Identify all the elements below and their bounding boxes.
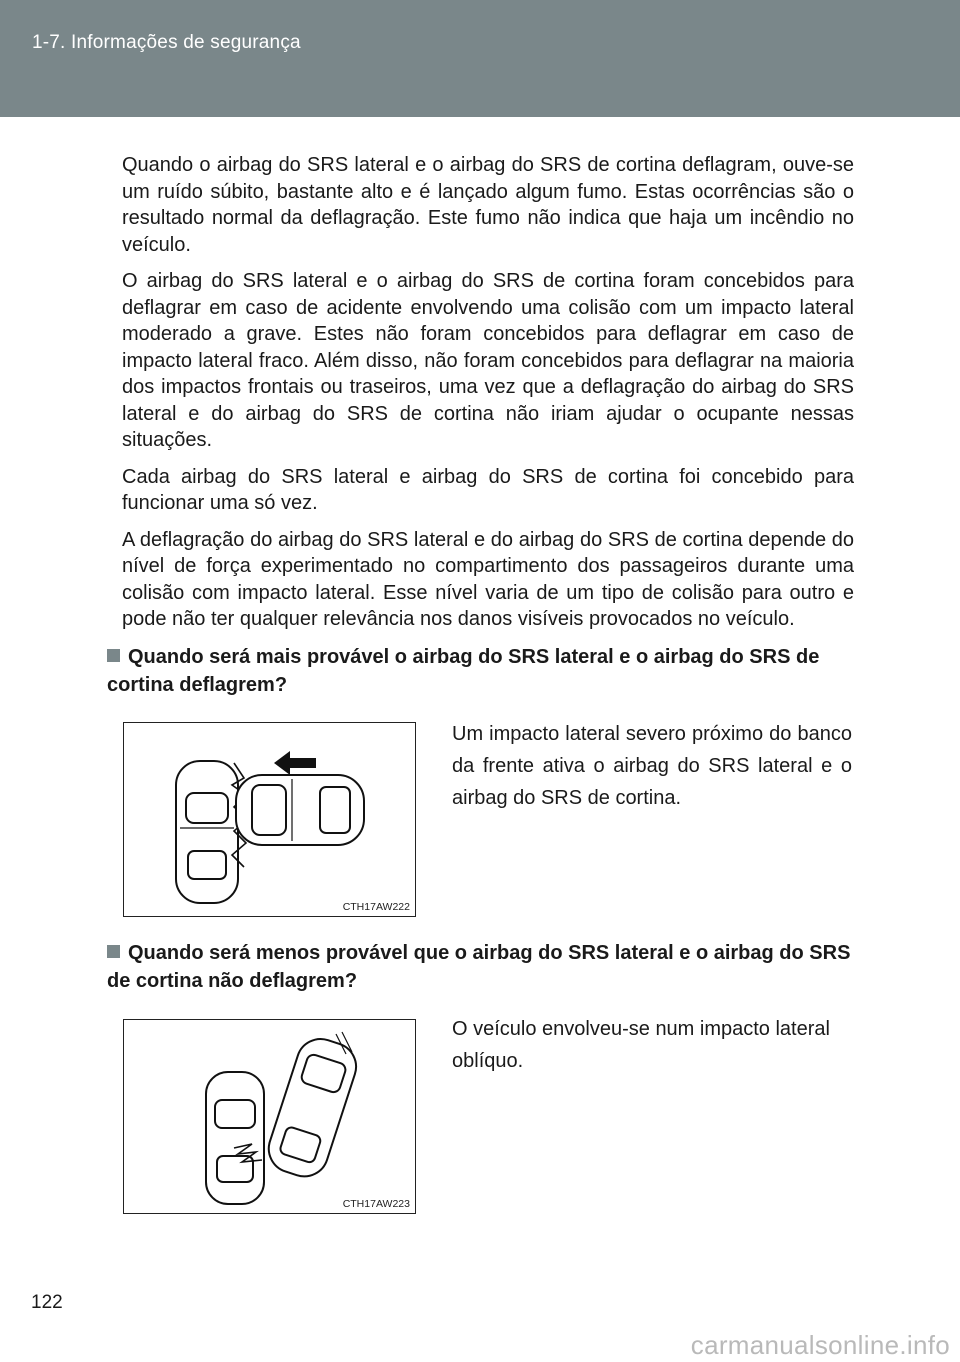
square-bullet-icon	[107, 649, 120, 662]
header-band	[0, 0, 960, 117]
section-heading-1: Quando será mais provável o airbag do SRS lateral e o airbag do SRS de cortina deflagrem?	[107, 646, 820, 696]
section-heading-2: Quando será menos provável que o airbag do SRS lateral e o airbag do SRS de cortina não deflagrem?	[107, 942, 851, 992]
body-text	[122, 152, 854, 643]
paragraph: A deflagração do airbag do SRS lateral e do airbag do SRS de cortina depende do nível de força experimentado no compartimento dos passageiros durante uma colisão com impacto lateral. Esse nível varia de um tipo de colisão para outro e pode não ter qualquer relevância nos danos visíveis provocados no veículo.	[122, 528, 854, 630]
figure-description: Um impacto lateral severo próximo do banco da frente ativa o airbag do SRS lateral e o airbag do SRS de cortina.	[452, 723, 852, 809]
side-impact-illustration	[124, 723, 415, 916]
watermark: carmanualsonline.info	[690, 1330, 950, 1360]
oblique-impact-illustration	[124, 1020, 415, 1213]
paragraph: O airbag do SRS lateral e o airbag do SRS de cortina foram concebidos para deflagrar em caso de acidente envolvendo uma colisão com um impacto lateral moderado a grave. Estes não foram concebidos para deflagrar em caso de impacto lateral fraco. Além disso, não foram concebidos para deflagrar na maioria dos impactos frontais ou traseiros, uma vez que a deflagração do airbag do SRS lateral e do airbag do SRS de cortina não iriam ajudar o ocupante nessas situações.	[122, 270, 854, 451]
paragraph: Cada airbag do SRS lateral e airbag do SRS de cortina foi concebido para funcionar uma só vez.	[122, 465, 854, 514]
square-bullet-icon	[107, 945, 120, 958]
figure-code: CTH17AW223	[342, 1198, 410, 1210]
figure-oblique-impact	[123, 1019, 416, 1214]
figure-code: CTH17AW222	[342, 901, 410, 913]
page-number: 122	[31, 1292, 63, 1313]
section-title: 1-7. Informações de segurança	[32, 32, 301, 53]
figure-side-impact	[123, 722, 416, 917]
paragraph: Quando o airbag do SRS lateral e o airbag do SRS de cortina deflagram, ouve-se um ruído súbito, bastante alto e é lançado algum fumo. Estas ocorrências são o resultado normal da deflagração. Este fumo não indica que haja um incêndio no veículo.	[122, 154, 854, 256]
figure-description: O veículo envolveu-se num impacto lateral oblíquo.	[452, 1018, 830, 1072]
